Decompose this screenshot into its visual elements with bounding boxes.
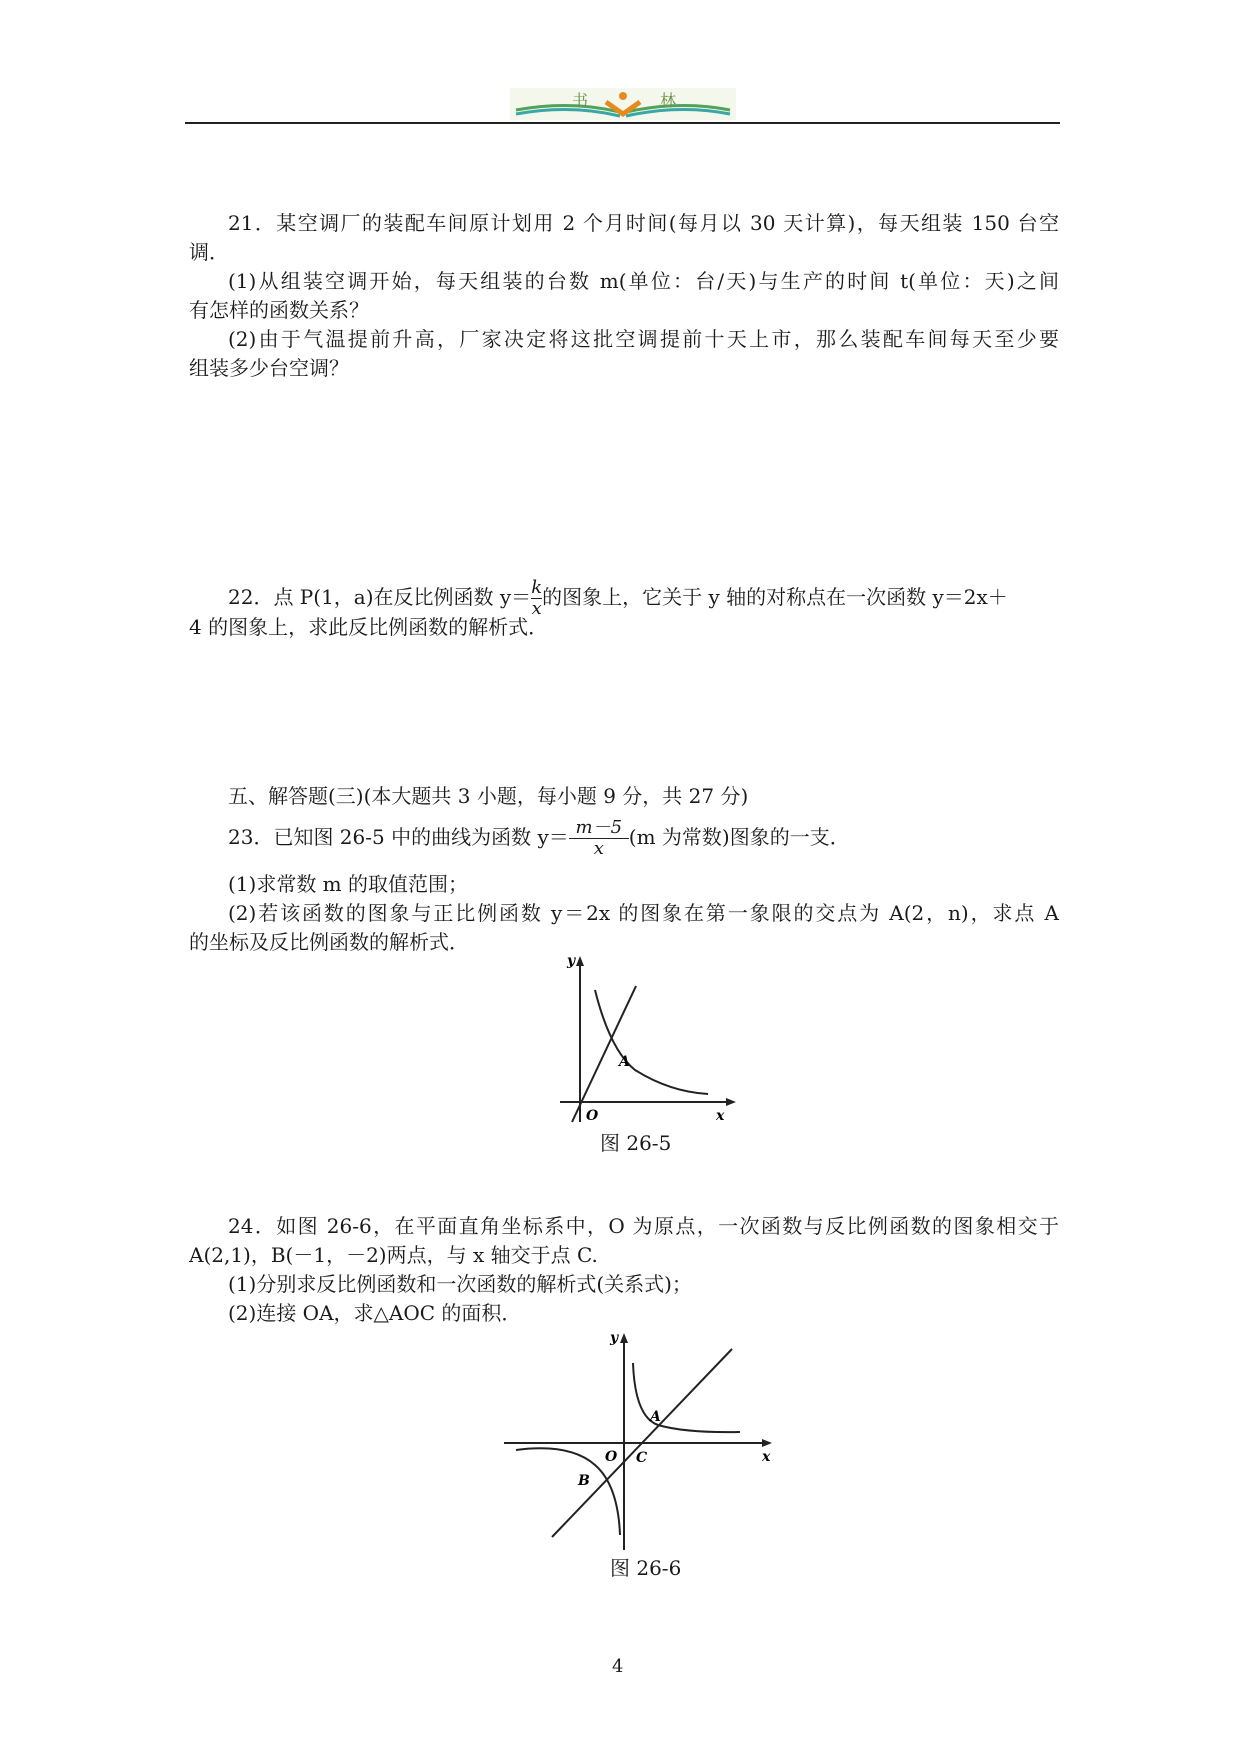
page-number: 4 bbox=[612, 1656, 624, 1677]
fig6-x-arrow-icon bbox=[762, 1439, 772, 1447]
fig5-x-label: x bbox=[716, 1108, 725, 1124]
fig5-o-label: O bbox=[586, 1108, 599, 1124]
q23-line2: (1)求常数 m 的取值范围； bbox=[228, 872, 469, 896]
figure-26-5 bbox=[540, 950, 740, 1130]
q24-line1: 24．如图 26-6，在平面直角坐标系中，O 为原点，一次函数与反比例函数的图象相交于 bbox=[228, 1214, 1059, 1238]
q23-frac-den: x bbox=[569, 838, 629, 859]
q23-line4: 的坐标及反比例函数的解析式． bbox=[189, 930, 469, 954]
q21-line3: (1)从组装空调开始，每天组装的台数 m(单位：台/天)与生产的时间 t(单位：天)之间 bbox=[228, 269, 1059, 293]
q22-frac-den: x bbox=[531, 598, 542, 619]
q23-line3: (2)若该函数的图象与正比例函数 y＝2x 的图象在第一象限的交点为 A(2，n)，求点 A bbox=[228, 901, 1059, 925]
fig6-b-label: B bbox=[578, 1473, 590, 1489]
fig6-y-label: y bbox=[610, 1330, 619, 1346]
svg-text:林: 林 bbox=[660, 91, 677, 110]
q23-fraction bbox=[569, 818, 629, 859]
q21-line5: (2)由于气温提前升高，厂家决定将这批空调提前十天上市，那么装配车间每天至少要 bbox=[228, 327, 1059, 351]
header-rule bbox=[185, 122, 1060, 124]
fig5-a-label: A bbox=[619, 1054, 630, 1070]
q21-line2: 调． bbox=[189, 240, 229, 264]
figure-26-6-caption: 图 26-6 bbox=[610, 1556, 682, 1580]
fig5-y-arrow-icon bbox=[576, 956, 584, 966]
q23-frac-num: m－5 bbox=[575, 817, 623, 838]
fig6-c-label: C bbox=[636, 1450, 648, 1466]
figure-26-5-caption: 图 26-5 bbox=[600, 1131, 672, 1155]
q23-pre: 23．已知图 26-5 中的曲线为函数 y＝ bbox=[228, 825, 569, 849]
fig6-a-label: A bbox=[650, 1409, 661, 1425]
q22-frac-num: k bbox=[531, 577, 543, 598]
q22-line2: 4 的图象上，求此反比例函数的解析式． bbox=[189, 615, 549, 639]
fig5-x-arrow-icon bbox=[726, 1098, 736, 1106]
fig5-y-label: y bbox=[567, 953, 576, 969]
q23-line1 bbox=[228, 818, 1059, 864]
header-logo bbox=[510, 88, 736, 120]
svg-text:书: 书 bbox=[572, 91, 589, 110]
figure-26-6 bbox=[500, 1325, 790, 1555]
figure-26-5-graph bbox=[540, 950, 740, 1130]
book-logo-icon bbox=[510, 88, 736, 120]
q23-post: (m 为常数)图象的一支． bbox=[628, 825, 850, 849]
q24-line3: (1)分别求反比例函数和一次函数的解析式(关系式)； bbox=[228, 1272, 692, 1296]
fig6-y-arrow-icon bbox=[620, 1333, 628, 1343]
fig6-o-label: O bbox=[605, 1449, 618, 1465]
q24-line2: A(2,1)，B(－1，－2)两点，与 x 轴交于点 C. bbox=[189, 1243, 598, 1267]
q21-line1: 21．某空调厂的装配车间原计划用 2 个月时间(每月以 30 天计算)，每天组装 150 台空 bbox=[228, 211, 1059, 235]
fig6-x-label: x bbox=[762, 1449, 771, 1465]
q21-line4: 有怎样的函数关系？ bbox=[189, 298, 369, 322]
q22-pre: 22．点 P(1，a)在反比例函数 y＝ bbox=[228, 585, 532, 609]
figure-26-6-graph bbox=[500, 1325, 790, 1555]
q21-line6: 组装多少台空调？ bbox=[189, 356, 349, 380]
q22-post: 的图象上，它关于 y 轴的对称点在一次函数 y＝2x＋ bbox=[542, 585, 1008, 609]
section5-heading: 五、解答题(三)(本大题共 3 小题，每小题 9 分，共 27 分) bbox=[228, 784, 749, 808]
q24-line4: (2)连接 OA，求△AOC 的面积． bbox=[228, 1301, 522, 1325]
fig5-hyperbola bbox=[595, 990, 708, 1094]
q22-line1 bbox=[228, 578, 1059, 618]
